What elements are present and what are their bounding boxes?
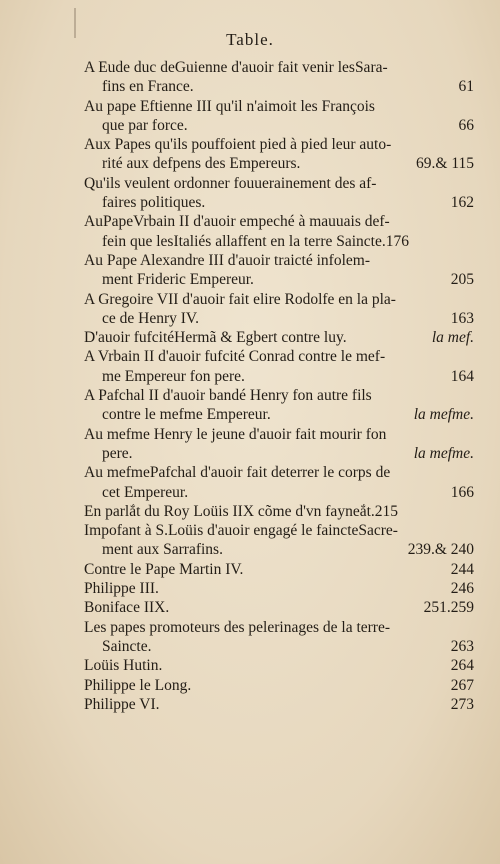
entry-text: D'auoir fufcitéHermã & Egbert contre luy. bbox=[84, 329, 347, 347]
entry-text: ment aux Sarrafins. bbox=[102, 541, 223, 559]
index-entry bbox=[84, 328, 474, 347]
index-entry bbox=[84, 135, 474, 154]
entry-text: Aux Papes qu'ils pouffoient pied à pied leur auto- bbox=[84, 136, 392, 154]
entry-page-ref: 246 bbox=[450, 580, 474, 598]
index-entry bbox=[84, 425, 474, 444]
entry-text: A Pafchal II d'auoir bandé Henry fon autre fils bbox=[84, 387, 372, 405]
index-entry bbox=[84, 540, 474, 559]
index-entry bbox=[84, 579, 474, 598]
entry-text: fins en France. bbox=[102, 78, 194, 96]
index-entry bbox=[84, 290, 474, 309]
index-entry bbox=[84, 521, 474, 540]
index-entry bbox=[84, 502, 474, 521]
index-entry bbox=[84, 232, 474, 251]
entry-text: Impofant à S.Loüis d'auoir engagé le faincteSacre- bbox=[84, 522, 398, 540]
entry-text: Saincte. bbox=[102, 637, 152, 655]
index-entry bbox=[84, 598, 474, 617]
entry-text: me Empereur fon pere. bbox=[102, 367, 245, 385]
index-entry bbox=[84, 58, 474, 77]
entry-text: Au mefmePafchal d'auoir fait deterrer le corps de bbox=[84, 464, 391, 482]
page-title: Table. bbox=[226, 30, 274, 49]
index-entry bbox=[84, 637, 474, 656]
index-entries bbox=[84, 58, 474, 714]
entry-text: Philippe VI. bbox=[84, 695, 160, 713]
entry-text: rité aux defpens des Empereurs. bbox=[102, 155, 301, 173]
index-entry bbox=[84, 212, 474, 231]
entry-text: Au pape Eftienne III qu'il n'aimoit les François bbox=[84, 97, 375, 115]
entry-text: Loüis Hutin. bbox=[84, 657, 163, 675]
entry-text: En parlắt du Roy Loüis IIX cõme d'vn fayneắt.215 bbox=[84, 502, 399, 520]
entry-text: Les papes promoteurs des pelerinages de la terre- bbox=[84, 618, 390, 636]
entry-text: pere. bbox=[102, 444, 133, 462]
entry-text: contre le mefme Empereur. bbox=[102, 406, 271, 424]
entry-page-ref: la mefme. bbox=[413, 444, 474, 462]
entry-page-ref: 61 bbox=[458, 78, 474, 96]
entry-page-ref: 162 bbox=[450, 194, 474, 212]
entry-page-ref: la mefme. bbox=[413, 406, 474, 424]
index-entry bbox=[84, 97, 474, 116]
entry-text: Qu'ils veulent ordonner fouuerainement des af- bbox=[84, 174, 377, 192]
index-entry bbox=[84, 386, 474, 405]
entry-page-ref: 264 bbox=[450, 657, 474, 675]
entry-text: Au Pape Alexandre III d'auoir traicté infolem- bbox=[84, 251, 370, 269]
entry-text: A Vrbain II d'auoir fufcité Conrad contre le mef- bbox=[84, 348, 386, 366]
entry-page-ref: 163 bbox=[450, 309, 474, 327]
entry-page-ref: 267 bbox=[450, 676, 474, 694]
index-entry bbox=[84, 656, 474, 675]
entry-page-ref: 251.259 bbox=[423, 599, 474, 617]
index-entry bbox=[84, 367, 474, 386]
entry-text: faires politiques. bbox=[102, 194, 206, 212]
entry-page-ref: 273 bbox=[450, 695, 474, 713]
entry-text: ment Frideric Empereur. bbox=[102, 271, 254, 289]
entry-text: Contre le Pape Martin IV. bbox=[84, 560, 244, 578]
entry-text: Boniface IIX. bbox=[84, 599, 170, 617]
index-entry bbox=[84, 560, 474, 579]
index-entry bbox=[84, 116, 474, 135]
entry-page-ref: 164 bbox=[450, 367, 474, 385]
entry-page-ref: la mef. bbox=[431, 329, 474, 347]
index-entry bbox=[84, 193, 474, 212]
entry-page-ref: 166 bbox=[450, 483, 474, 501]
index-entry bbox=[84, 483, 474, 502]
index-entry bbox=[84, 405, 474, 424]
entry-page-ref: 69.& 115 bbox=[416, 155, 474, 173]
index-entry bbox=[84, 347, 474, 366]
entry-text: que par force. bbox=[102, 116, 188, 134]
index-entry bbox=[84, 463, 474, 482]
entry-page-ref: 244 bbox=[450, 560, 474, 578]
entry-text: ce de Henry IV. bbox=[102, 309, 199, 327]
entry-text: Philippe III. bbox=[84, 580, 159, 598]
entry-text: AuPapeVrbain II d'auoir empeché à mauuais def- bbox=[84, 213, 390, 231]
index-entry bbox=[84, 174, 474, 193]
index-entry bbox=[84, 309, 474, 328]
entry-text: A Gregoire VII d'auoir fait elire Rodolfe en la pla- bbox=[84, 290, 396, 308]
index-entry bbox=[84, 77, 474, 96]
entry-page-ref: 263 bbox=[450, 637, 474, 655]
entry-text: A Eude duc deGuienne d'auoir fait venir lesSara- bbox=[84, 59, 388, 76]
index-entry bbox=[84, 618, 474, 637]
entry-text: Au mefme Henry le jeune d'auoir fait mourir fon bbox=[84, 425, 387, 443]
entry-text: cet Empereur. bbox=[102, 483, 189, 501]
entry-text: fein que lesItaliés allaffent en la terre Saincte.176 bbox=[102, 232, 409, 250]
index-entry bbox=[84, 695, 474, 714]
entry-text: Philippe le Long. bbox=[84, 676, 192, 694]
index-entry bbox=[84, 251, 474, 270]
index-entry bbox=[84, 154, 474, 173]
index-entry bbox=[84, 676, 474, 695]
index-entry bbox=[84, 444, 474, 463]
entry-page-ref: 66 bbox=[458, 116, 474, 134]
index-entry bbox=[84, 270, 474, 289]
entry-page-ref: 239.& 240 bbox=[407, 541, 474, 559]
entry-page-ref: 205 bbox=[450, 271, 474, 289]
